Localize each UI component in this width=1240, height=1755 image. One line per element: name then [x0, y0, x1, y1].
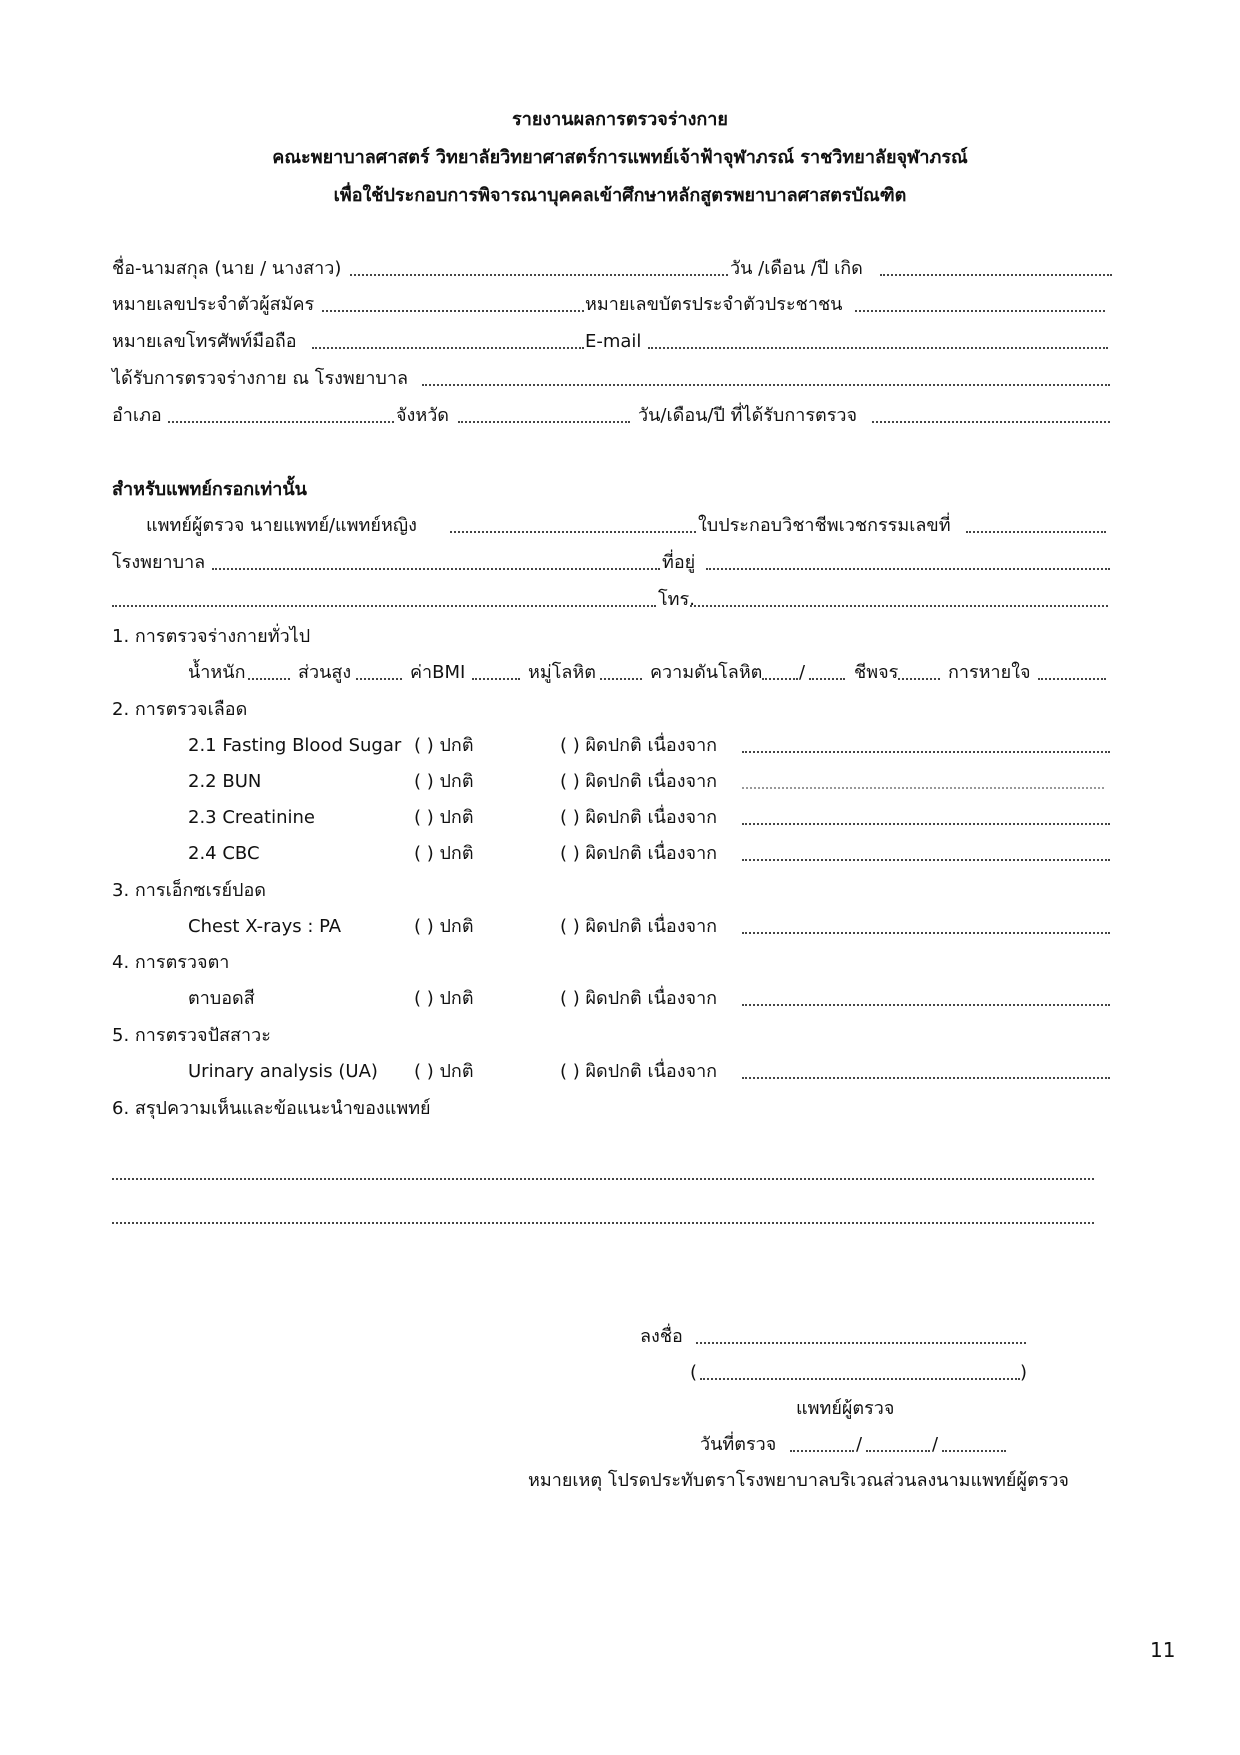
summary-field-line1[interactable] — [112, 1178, 1094, 1180]
phone-field[interactable] — [312, 347, 584, 349]
abnormal-checkbox[interactable]: ( ) ผิดปกติ เนื่องจาก — [560, 735, 718, 756]
section-xray-title: 3. การเอ็กซเรย์ปอด — [112, 880, 266, 901]
doctor-name-field[interactable] — [450, 531, 696, 533]
test-name: 2.4 CBC — [188, 843, 260, 864]
abnormal-reason-field[interactable] — [742, 859, 1110, 861]
printed-name-field[interactable] — [700, 1378, 1020, 1380]
abnormal-checkbox[interactable]: ( ) ผิดปกติ เนื่องจาก — [560, 1061, 718, 1082]
email-field[interactable] — [648, 347, 1108, 349]
doctor-hospital-label: โรงพยาบาล — [112, 552, 206, 573]
exam-year-field[interactable] — [942, 1450, 1006, 1452]
national-id-label: หมายเลขบัตรประจำตัวประชาชน — [585, 294, 843, 315]
doctor-name-label: แพทย์ผู้ตรวจ นายแพทย์/แพทย์หญิง — [146, 515, 417, 536]
phone-label: หมายเลขโทรศัพท์มือถือ — [112, 331, 297, 352]
signer-role: แพทย์ผู้ตรวจ — [796, 1398, 895, 1419]
bp-diastolic-field[interactable] — [809, 678, 845, 680]
respiration-label: การหายใจ — [948, 662, 1031, 683]
doctor-phone-label: โทร. — [658, 589, 695, 610]
document-subtitle: คณะพยาบาลศาสตร์ วิทยาลัยวิทยาศาสตร์การแพทย์เจ้าฟ้าจุฬาภรณ์ ราชวิทยาลัยจุฬาภรณ์ — [272, 147, 968, 168]
normal-checkbox[interactable]: ( ) ปกติ — [414, 735, 474, 756]
abnormal-reason-field[interactable] — [742, 787, 1104, 789]
section-eye-title: 4. การตรวจตา — [112, 952, 230, 973]
height-label: ส่วนสูง — [298, 662, 352, 683]
normal-checkbox[interactable]: ( ) ปกติ — [414, 988, 474, 1009]
test-name: 2.2 BUN — [188, 771, 262, 792]
abnormal-checkbox[interactable]: ( ) ผิดปกติ เนื่องจาก — [560, 843, 718, 864]
pulse-label: ชีพจร — [854, 662, 899, 683]
stamp-note: หมายเหตุ โปรดประทับตราโรงพยาบาลบริเวณส่วนลงนามแพทย์ผู้ตรวจ — [528, 1470, 1069, 1491]
applicant-id-label: หมายเลขประจำตัวผู้สมัคร — [112, 294, 315, 315]
exam-day-field[interactable] — [790, 1450, 854, 1452]
blood-pressure-label: ความดันโลหิต — [650, 662, 763, 683]
name-label: ชื่อ-นามสกุล (นาย / นางสาว) — [112, 258, 342, 279]
sign-label: ลงชื่อ — [640, 1326, 683, 1347]
district-label: อำเภอ — [112, 405, 162, 426]
respiration-field[interactable] — [1038, 678, 1106, 680]
address-label: ที่อยู่ — [662, 552, 696, 573]
doctor-section-heading: สำหรับแพทย์กรอกเท่านั้น — [112, 479, 307, 500]
page-number: 11 — [1150, 1638, 1176, 1662]
document-title: รายงานผลการตรวจร่างกาย — [512, 109, 728, 130]
section-general-title: 1. การตรวจร่างกายทั่วไป — [112, 626, 311, 647]
document-purpose: เพื่อใช้ประกอบการพิจารณาบุคคลเข้าศึกษาหลักสูตรพยาบาลศาสตรบัณฑิต — [333, 185, 907, 206]
abnormal-reason-field[interactable] — [742, 823, 1110, 825]
normal-checkbox[interactable]: ( ) ปกติ — [414, 916, 474, 937]
normal-checkbox[interactable]: ( ) ปกติ — [414, 1061, 474, 1082]
height-field[interactable] — [356, 678, 402, 680]
district-field[interactable] — [168, 421, 394, 423]
signature-field[interactable] — [696, 1342, 1026, 1344]
exam-date-field[interactable] — [872, 421, 1110, 423]
exam-date-sign-label: วันที่ตรวจ — [700, 1434, 777, 1455]
name-field[interactable] — [350, 274, 728, 276]
doctor-phone-field[interactable] — [690, 605, 1108, 607]
dob-field[interactable] — [880, 274, 1112, 276]
abnormal-checkbox[interactable]: ( ) ผิดปกติ เนื่องจาก — [560, 988, 718, 1009]
weight-label: น้ำหนัก — [188, 662, 246, 683]
summary-field-line2[interactable] — [112, 1222, 1094, 1224]
address-field-line2[interactable] — [112, 605, 656, 607]
exam-hospital-label: ได้รับการตรวจร่างกาย ณ โรงพยาบาล — [112, 368, 408, 389]
email-label: E-mail — [585, 331, 642, 352]
printed-name-close-paren: ) — [1020, 1362, 1028, 1383]
applicant-id-field[interactable] — [322, 310, 584, 312]
section-summary-title: 6. สรุปความเห็นและข้อแนะนำของแพทย์ — [112, 1098, 431, 1119]
bmi-field[interactable] — [472, 678, 520, 680]
section-urine-title: 5. การตรวจปัสสาวะ — [112, 1025, 271, 1046]
address-field[interactable] — [706, 568, 1110, 570]
date-separator: / — [932, 1434, 939, 1455]
abnormal-reason-field[interactable] — [742, 751, 1110, 753]
test-name: 2.3 Creatinine — [188, 807, 315, 828]
test-name: 2.1 Fasting Blood Sugar — [188, 735, 402, 756]
section-blood-title: 2. การตรวจเลือด — [112, 699, 248, 720]
exam-hospital-field[interactable] — [422, 384, 1110, 386]
normal-checkbox[interactable]: ( ) ปกติ — [414, 843, 474, 864]
blood-group-label: หมู่โลหิต — [528, 662, 596, 683]
exam-date-label: วัน/เดือน/ปี ที่ได้รับการตรวจ — [638, 405, 858, 426]
test-name: ตาบอดสี — [188, 988, 255, 1009]
national-id-field[interactable] — [855, 310, 1105, 312]
blood-group-field[interactable] — [600, 678, 642, 680]
province-label: จังหวัด — [396, 405, 449, 426]
dob-label: วัน /เดือน /ปี เกิด — [730, 258, 863, 279]
license-label: ใบประกอบวิชาชีพเวชกรรมเลขที่ — [698, 515, 951, 536]
weight-field[interactable] — [248, 678, 290, 680]
bp-systolic-field[interactable] — [762, 678, 798, 680]
abnormal-checkbox[interactable]: ( ) ผิดปกติ เนื่องจาก — [560, 771, 718, 792]
province-field[interactable] — [458, 421, 630, 423]
bp-separator: / — [799, 662, 806, 683]
bmi-label: ค่าBMI — [410, 662, 466, 683]
date-separator: / — [856, 1434, 863, 1455]
abnormal-reason-field[interactable] — [742, 1077, 1110, 1079]
test-name: Urinary analysis (UA) — [188, 1061, 378, 1082]
doctor-hospital-field[interactable] — [212, 568, 660, 570]
abnormal-reason-field[interactable] — [742, 1004, 1110, 1006]
license-field[interactable] — [966, 531, 1106, 533]
abnormal-reason-field[interactable] — [742, 932, 1110, 934]
test-name: Chest X-rays : PA — [188, 916, 342, 937]
printed-name-open-paren: ( — [690, 1362, 698, 1383]
pulse-field[interactable] — [898, 678, 940, 680]
abnormal-checkbox[interactable]: ( ) ผิดปกติ เนื่องจาก — [560, 916, 718, 937]
exam-month-field[interactable] — [866, 1450, 930, 1452]
normal-checkbox[interactable]: ( ) ปกติ — [414, 807, 474, 828]
abnormal-checkbox[interactable]: ( ) ผิดปกติ เนื่องจาก — [560, 807, 718, 828]
normal-checkbox[interactable]: ( ) ปกติ — [414, 771, 474, 792]
